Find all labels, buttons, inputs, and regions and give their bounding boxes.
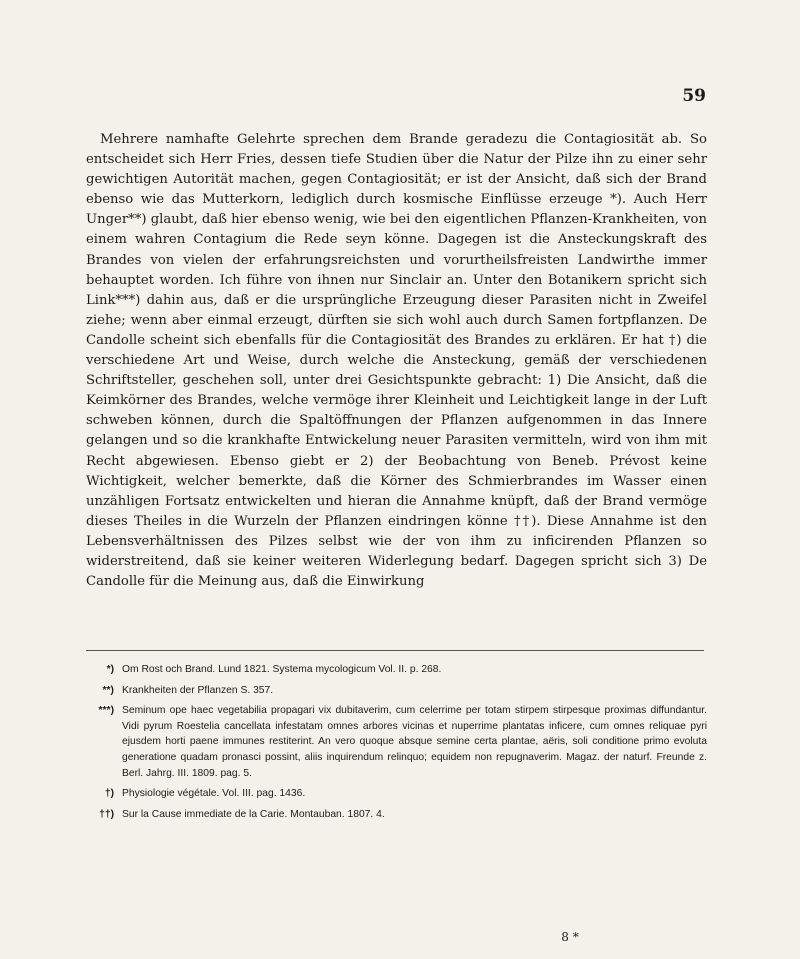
footnote-text: Krankheiten der Pflanzen S. 357. <box>122 684 274 696</box>
footnote-mark: *) <box>106 664 114 675</box>
footnote-mark: ††) <box>99 808 114 820</box>
main-paragraph: Mehrere namhafte Gelehrte sprechen dem Brande geradezu die Contagiosität ab. So entscheidet sich Herr Fries, dessen tiefe Studien über die Natur der Pilze ihn zu einer sehr gewichtigen Autorität machen, gegen Contagiosität; er ist der Ansicht, daß sich der Brand ebenso wie das Mutterkorn, lediglich durch kosmische Einflüsse erzeuge *). Auch Herr Unger**) glaubt, daß hier ebenso wenig, wie bei den eigentlichen Pflanzen-Krankheiten, von einem wahren Contagium die Rede seyn könne. Dagegen ist die Ansteckungskraft des Brandes von vielen der erfahrungsreichsten und vorurtheilsfreisten Landwirthe immer behauptet worden. Ich führe von ihnen nur Sinclair an. Unter den Botanikern spricht sich Link***) dahin aus, daß er die ursprüngliche Erzeugung dieser Parasiten nicht in Zweifel ziehe; wenn aber einmal erzeugt, dürften sie sich wohl auch durch Samen fortpflanzen. De Candolle scheint sich ebenfalls für die Contagiosität des Brandes zu erklären. Er hat †) die verschiedene Art und Weise, durch welche die Ansteckung, gemäß der verschiedenen Schriftsteller, geschehen soll, unter drei Gesichtspunkte gebracht: 1) Die Ansicht, daß die Keimkörner des Brandes, welche vermöge ihrer Kleinheit und Leichtigkeit lange in der Luft schweben können, durch die Spaltöffnungen der Pflanzen aufgenommen in das Innere gelangen und so die krankhafte Entwickelung neuer Parasiten vermitteln, wird von ihm mit Recht abgewiesen. Ebenso giebt er 2) der Beobachtung von Beneb. Prévost keine Wichtigkeit, welcher bemerkte, daß die Körner des Schmierbrandes im Wasser einen unzähligen Fortsatz entwickelten und hieran die Annahme knüpft, daß der Brand vermöge dieses Theiles in die Wurzeln der Pflanzen eindringen könne ††). Diese Annahme ist den Lebensverhältnissen des Pilzes selbst wie der von ihm zu inficirenden Pflanzen so widerstreitend, daß sie keiner weiteren Widerlegung bedarf. Dagegen spricht sich 3) De Candolle für die Meinung aus, daß die Einwirkung <box>86 132 707 590</box>
signature-mark: 8 * <box>561 930 579 944</box>
footnote-text: Om Rost och Brand. Lund 1821. Systema mycologicum Vol. II. p. 268. <box>122 664 442 675</box>
footnote <box>86 807 707 823</box>
footnote-text: Seminum ope haec vegetabilia propagari vix dubitaverim, cum celerrime per totam stirpem stirpesque proximas diffundantur. Vidi pyrum Roestelia cancellata infestatam omnes arbores vicinas et nuperrime plantatas inficere, cum omnes reliquae pyri ejusdem horti paene immunes restiterint. An vero quoque absque semine certa plantae, aëris, soli conditione primo evoluta generatione quadam pronasci possint, aliis inquirendum relinquo; equidem non repugnaverim. Magaz. der naturf. Freunde z. Berl. Jahrg. III. 1809. pag. 5. <box>122 705 707 779</box>
footnote-text: Physiologie végétale. Vol. III. pag. 1436. <box>122 788 306 800</box>
footnote <box>86 786 707 802</box>
footnote-divider <box>86 650 704 651</box>
footnotes <box>86 662 707 827</box>
footnote-mark: **) <box>102 684 114 696</box>
footnote <box>86 683 707 699</box>
footnote-mark: †) <box>104 788 114 800</box>
footnote-mark: ***) <box>98 705 114 717</box>
footnote-text: Sur la Cause immediate de la Carie. Montauban. 1807. 4. <box>122 808 385 820</box>
page-number: 59 <box>682 86 706 106</box>
footnote <box>86 703 707 781</box>
footnote <box>86 662 707 678</box>
